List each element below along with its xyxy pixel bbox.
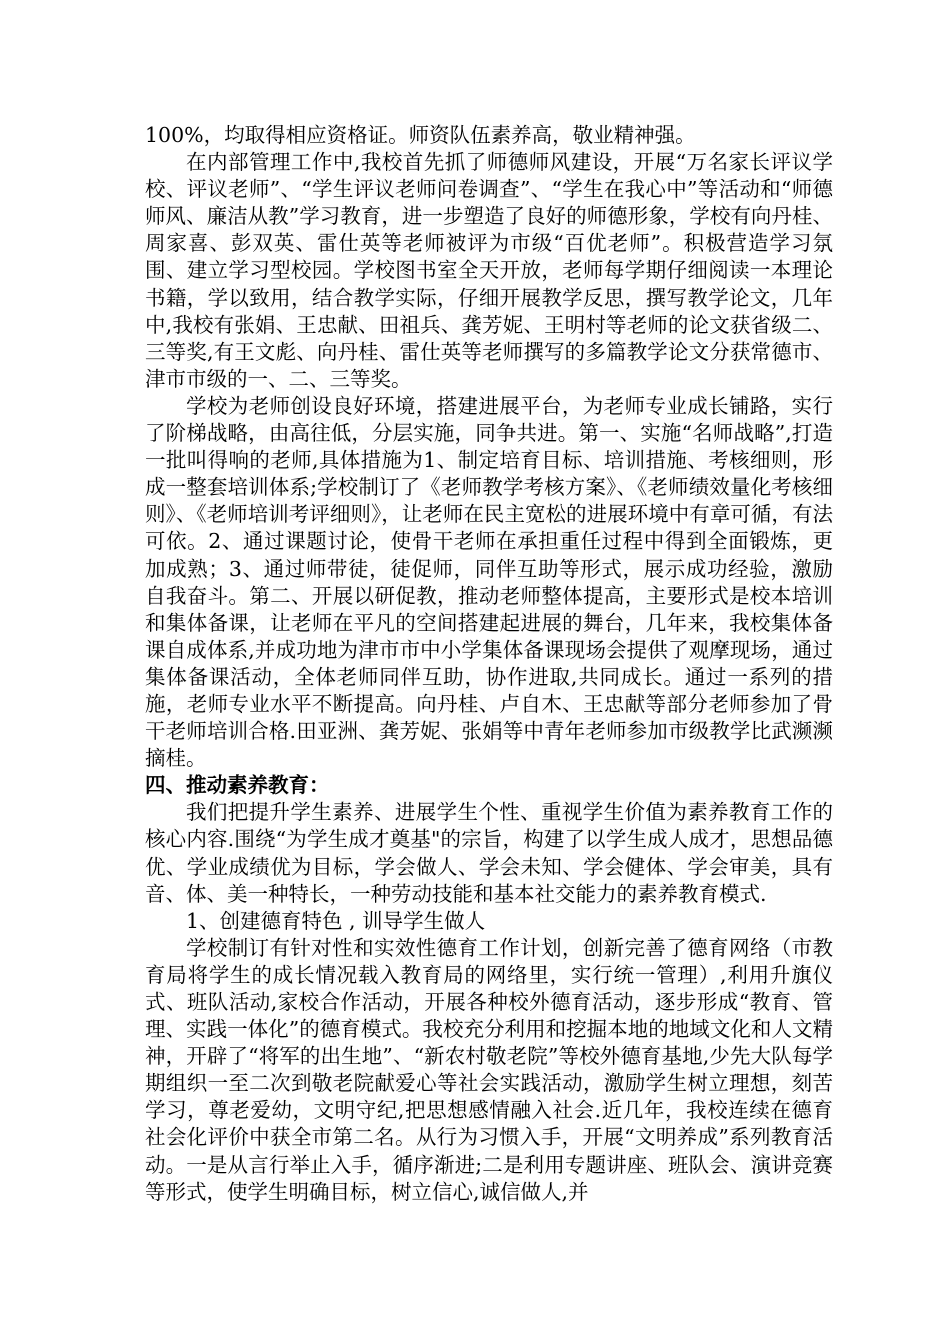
body-paragraph: 在内部管理工作中,我校首先抓了师德师风建设，开展“万名家长评议学校、评议老师”、“学生评议老师问卷调查”、“学生在我心中”等活动和“师德师风、廉洁从教”学习教育，进一步塑造了良好的师德形象，学校有向丹桂、周家喜、彭双英、雷仕英等老师被评为市级“百优老师”。积极营造学习氛围、建立学习型校园。学校图书室全天开放，老师每学期仔细阅读一本理论书籍，学以致用，结合教学实际，仔细开展教学反思，撰写教学论文，几年中,我校有张娟、王忠献、田祖兵、龚芳妮、王明村等老师的论文获省级二、三等奖,有王文彪、向丹桂、雷仕英等老师撰写的多篇教学论文分获常德市、津市市级的一、二、三等奖。 — [145, 150, 833, 391]
subsection-heading: 1、创建德育特色 , 训导学生做人 — [186, 908, 486, 933]
document-body — [145, 122, 833, 1206]
body-paragraph: 我们把提升学生素养、进展学生个性、重视学生价值为素养教育工作的核心内容.围绕“为学生成才奠基"的宗旨，构建了以学生成人成才，思想品德优、学业成绩优为目标，学会做人、学会未知、学会健体、学会审美，具有音、体、美一种特长，一种劳动技能和基本社交能力的素养教育模式. — [145, 800, 833, 906]
section-heading: 四、推动素养教育： — [145, 773, 330, 798]
body-paragraph: 学校制订有针对性和实效性德育工作计划，创新完善了德育网络（市教育局将学生的成长情况载入教育局的网络里，实行统一管理）,利用升旗仪式、班队活动,家校合作活动，开展各种校外德育活动，逐步形成“教育、管理、实践一体化”的德育模式。我校充分利用和挖掘本地的地域文化和人文精神，开辟了“将军的出生地”、“新农村敬老院”等校外德育基地,少先大队每学期组织一至二次到敬老院献爱心等社会实践活动，激励学生树立理想，刻苦学习，尊老爱幼，文明守纪,把思想感情融入社会.近几年，我校连续在德育社会化评价中获全市第二名。从行为习惯入手，开展“文明养成”系列教育活动。一是从言行举止入手，循序渐进;二是利用专题讲座、班队会、演讲竞赛等形式，使学生明确目标，树立信心,诚信做人,并 — [145, 935, 833, 1204]
body-paragraph: 学校为老师创设良好环境，搭建进展平台，为老师专业成长铺路，实行了阶梯战略，由高往低，分层实施，同争共进。第一、实施“名师战略”,打造一批叫得响的老师,具体措施为1、制定培育目标、培训措施、考核细则，形成一整套培训体系;学校制订了《老师教学考核方案》、《老师绩效量化考核细则》、《老师培训考评细则》，让老师在民主宽松的进展环境中有章可循，有法可依。2、通过课题讨论，使骨干老师在承担重任过程中得到全面锻炼，更加成熟；3、通过师带徒，徒促师，同伴互助等形式，展示成功经验，激励自我奋斗。第二、开展以研促教，推动老师整体提高，主要形式是校本培训和集体备课，让老师在平凡的空间搭建起进展的舞台，几年来，我校集体备课自成体系,并成功地为津市市中小学集体备课现场会提供了观摩现场，通过集体备课活动，全体老师同伴互助，协作进取,共同成长。通过一系列的措施，老师专业水平不断提高。向丹桂、卢自木、王忠献等部分老师参加了骨干老师培训合格.田亚洲、龚芳妮、张娟等中青年老师参加市级教学比武濒濒摘桂。 — [145, 393, 833, 771]
body-paragraph: 100%，均取得相应资格证。师资队伍素养高，敬业精神强。 — [145, 123, 696, 147]
